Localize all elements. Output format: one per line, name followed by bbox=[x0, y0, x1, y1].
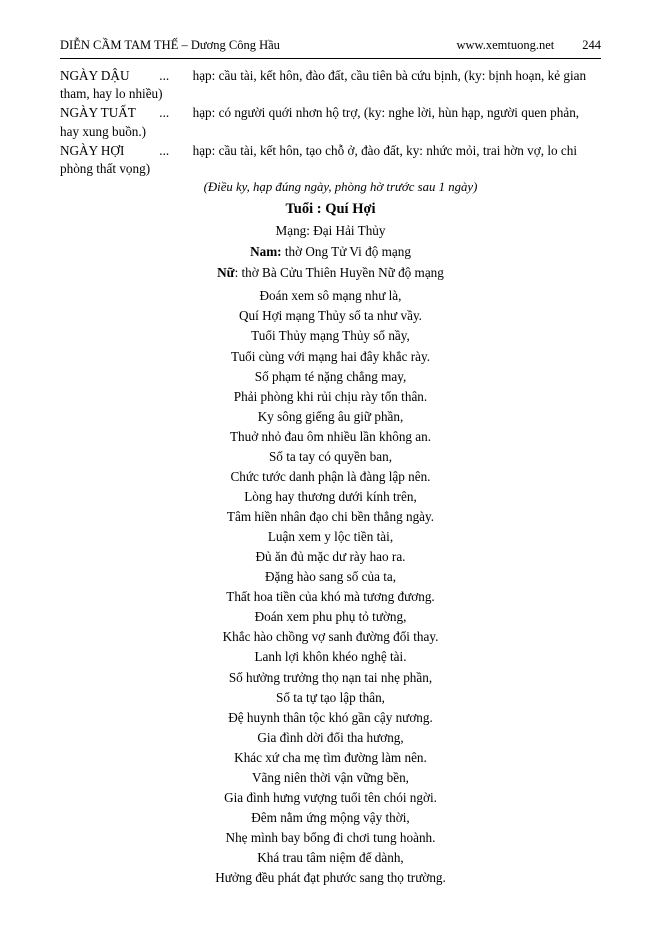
verse-line: Hưởng đều phát đạt phước sang thọ trường. bbox=[215, 870, 446, 886]
verse-line: Đoán xem sô mạng như là, bbox=[259, 288, 402, 304]
verse-line: Lòng hay thương dưới kính trên, bbox=[244, 488, 417, 504]
verse-line: Đủ ăn đủ mặc dư rày hao ra. bbox=[255, 549, 406, 565]
entry-label: NGÀY DẬU bbox=[60, 68, 130, 83]
header-divider bbox=[60, 58, 601, 59]
verse-line: Vãng niên thời vận vững bền, bbox=[252, 769, 409, 785]
entry-dots: ... bbox=[159, 105, 170, 121]
entry-day-hoi bbox=[60, 142, 601, 178]
male-deity-line bbox=[60, 244, 601, 260]
verse-line: Số ta tự tạo lập thân, bbox=[276, 689, 385, 705]
header-title: DIỄN CẦM TAM THẾ – Dương Công Hầu bbox=[60, 38, 280, 52]
female-label: Nữ bbox=[217, 265, 235, 281]
female-text: : thờ Bà Cửu Thiên Huyền Nữ độ mạng bbox=[234, 265, 444, 281]
verse-line: Đặng hào sang số của ta, bbox=[264, 569, 397, 585]
entry-text: hạp: cầu tài, kết hôn, đào đất, cầu tiên bà cứu bịnh, (ky: bịnh hoạn, kẻ gian tham, hay lo nhiều) bbox=[60, 68, 587, 102]
section-title: Tuổi : Quí Hợi bbox=[285, 201, 376, 218]
male-text: thờ Ong Tử Vi độ mạng bbox=[284, 244, 411, 260]
entry-dots: ... bbox=[159, 68, 170, 83]
verse-line: Đoán xem phu phụ tỏ tường, bbox=[254, 609, 407, 625]
verse-line: Tuổi cùng với mạng hai đây khắc rày. bbox=[230, 348, 430, 364]
header-page-number: 244 bbox=[582, 38, 601, 52]
verse-line: Số phạm té nặng chẳng may, bbox=[254, 368, 407, 384]
verse-line: Thuở nhỏ đau ôm nhiều lần không an. bbox=[229, 428, 432, 444]
entry-text: hạp: có người quới nhơn hộ trợ, (ky: nghe lời, hùn hạp, người quen phản, hay xung buồn.) bbox=[60, 105, 580, 139]
verse-line: Chức tước danh phận là đàng lập nên. bbox=[230, 468, 431, 484]
entry-day-tuat bbox=[60, 104, 601, 140]
verse-block bbox=[60, 286, 601, 888]
verse-line: Quí Hợi mạng Thủy số ta như vầy. bbox=[239, 308, 422, 324]
verse-line: Số ta tay có quyền ban, bbox=[268, 448, 393, 464]
verse-line: Lanh lợi khôn khéo nghệ tài. bbox=[254, 649, 407, 665]
section-subtitle: Mạng: Đại Hải Thủy bbox=[275, 223, 386, 239]
verse-line: Phải phòng khi rủi chịu rày tổn thân. bbox=[233, 388, 428, 404]
note-line: (Điều ky, hạp đúng ngày, phòng hờ trước sau 1 ngày) bbox=[203, 180, 478, 195]
verse-line: Khác xứ cha mẹ tìm đường làm nên. bbox=[234, 749, 427, 765]
male-label: Nam: bbox=[250, 244, 282, 260]
female-deity-line bbox=[60, 265, 601, 281]
verse-line: Gia đình dời đổi tha hương, bbox=[257, 729, 404, 745]
verse-line: Nhẹ mình bay bổng đi chơi tung hoành. bbox=[225, 830, 436, 845]
verse-line: Tâm hiền nhân đạo chi bền thẳng ngày. bbox=[226, 509, 435, 524]
verse-line: Tuổi Thủy mạng Thủy số nầy, bbox=[251, 328, 410, 344]
verse-line: Khắc hào chồng vợ sanh đường đổi thay. bbox=[222, 629, 439, 645]
verse-line: Luận xem y lộc tiền tài, bbox=[267, 529, 394, 545]
entry-day-dau bbox=[60, 67, 601, 103]
entry-dots: ... bbox=[159, 142, 170, 158]
verse-line: Khá trau tâm niệm để dành, bbox=[257, 850, 404, 866]
header-website: www.xemtuong.net bbox=[456, 38, 555, 52]
verse-line: Thất hoa tiền của khó mà tương đương. bbox=[226, 589, 435, 605]
verse-line: Đêm nằm ứng mộng vậy thời, bbox=[251, 809, 410, 825]
entry-text: hạp: cầu tài, kết hôn, tạo chỗ ở, đào đất, ky: nhức mỏi, trai hờn vợ, lo chi phòng thất vọng) bbox=[60, 142, 578, 177]
verse-line: Đệ huynh thân tộc khó gần cậy nương. bbox=[228, 709, 433, 725]
entry-label: NGÀY HỢI bbox=[60, 142, 125, 158]
verse-line: Số hưởng trưởng thọ nạn tai nhẹ phần, bbox=[228, 669, 433, 685]
verse-line: Ky sông giếng âu giữ phần, bbox=[257, 408, 404, 424]
entry-label: NGÀY TUẤT bbox=[60, 105, 136, 121]
page-header bbox=[60, 38, 601, 58]
verse-line: Gia đình hưng vượng tuổi tên chói ngời. bbox=[224, 789, 437, 805]
